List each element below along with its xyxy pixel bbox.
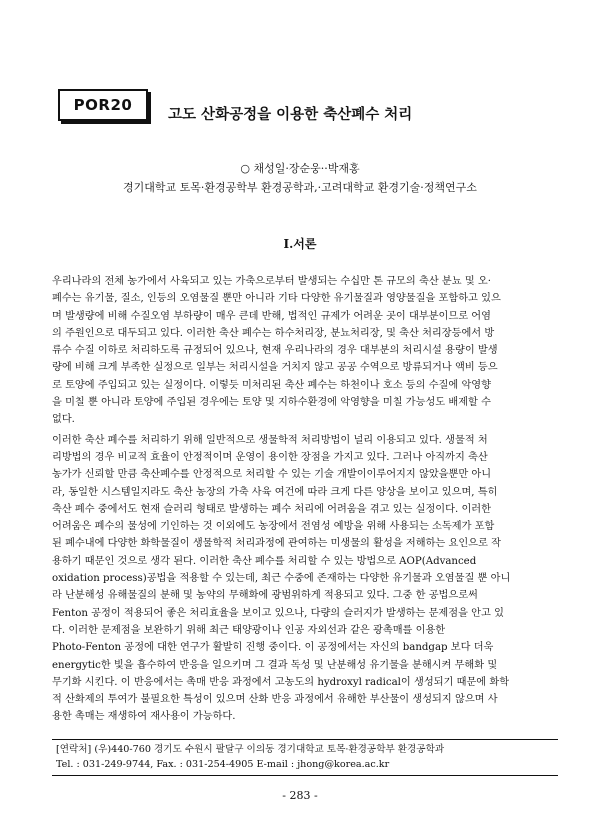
author-list: ○ 채성일·장순웅··박재홍 (240, 162, 360, 175)
text-line: oxidation process)공법을 적용할 수 있는데, 최근 수중에 존재하는 다양한 유기물과 오염물질 뿐 아니 (52, 573, 511, 585)
text-line: Fenton 공정이 적용되어 좋은 처리효율을 보이고 있으나, 다량의 슬러지가 발생하는 문제점을 안고 있 (52, 607, 504, 619)
text-line: 폐수는 유기물, 질소, 인등의 오염물질 뿐만 아니라 기타 다양한 유기물질과 영양물질을 포함하고 있으 (52, 293, 501, 305)
text-line: 량에 비해 크게 부족한 실정으로 일부는 처리시설을 거치지 않고 공공 수역으로 방류되거나 액비 등으 (52, 362, 498, 374)
affiliation: 경기대학교 토목·환경공학부 환경공학과,·고려대학교 환경기술·정책연구소 (123, 181, 477, 194)
paper-code-badge: POR20 (58, 89, 148, 121)
text-line: 류수 수질 이하로 처리하도록 규정되어 있으나, 현재 우리나라의 경우 대부분의 처리시설 용량이 발생 (52, 345, 498, 357)
text-line: 로 토양에 주입되고 있는 실정이다. 이렇듯 미처리된 축산 폐수는 하천이나 호소 등의 수질에 악영향 (52, 379, 491, 391)
contact-address: [연락처] (우)440-760 경기도 수원시 팔달구 이의동 경기대학교 토목·환경공학부 환경공학과 (56, 744, 445, 755)
text-line: 다. 이러한 문제점을 보완하기 위해 최근 태양광이나 인공 자외선과 같은 광촉매를 이용한 (52, 624, 446, 636)
text-line: 농가가 신뢰할 만큼 축산폐수를 안정적으로 처리할 수 있는 기술 개발이이루어지지 않았을뿐만 아니 (52, 469, 492, 481)
text-line: 된 폐수내에 다양한 화학물질이 생물학적 처리과정에 관여하는 미생물의 활성을 저해하는 요인으로 작 (52, 538, 501, 550)
text-line: 이러한 축산 폐수를 처리하기 위해 일반적으로 생물학적 처리방법이 널리 이용되고 있다. 생물적 처 (52, 434, 488, 446)
footer-rule-bottom (52, 775, 558, 776)
text-line: 없다. (52, 414, 75, 426)
text-line: 라, 동일한 시스템일지라도 축산 농장의 가축 사육 여건에 따라 크게 다른 양상을 보이고 있으며, 특히 (52, 486, 498, 498)
text-line: 의 주원인으로 대두되고 있다. 이러한 축산 폐수는 하수처리장, 분뇨처리장, 및 축산 처리장등에서 방 (52, 327, 495, 339)
text-line: 용하기 때문인 것으로 생각 된다. 이러한 축산 폐수를 처리할 수 있는 방법으로 AOP(Advanced (52, 555, 477, 567)
text-line: 라 난분해성 유해물질의 분해 및 농약의 무해화에 광범위하게 적용되고 있다. 그중 한 공법으로써 (52, 590, 478, 602)
section-heading: I.서론 (283, 237, 317, 251)
contact-block (56, 742, 556, 772)
body-text (52, 273, 558, 726)
page-number: - 283 - (282, 789, 318, 802)
text-line: 무기화 시킨다. 이 반응에서는 촉매 반응 과정에서 고농도의 hydroxyl radical이 생성되기 때문에 화학 (52, 676, 510, 688)
contact-phone-email: Tel. : 031-249-9744, Fax. : 031-254-4905 E-mail : jhong@korea.ac.kr (56, 759, 390, 770)
footer-rule-top (52, 739, 558, 740)
text-line: 우리나라의 전체 농가에서 사육되고 있는 가축으로부터 발생되는 수십만 톤 규모의 축산 분뇨 및 오· (52, 276, 491, 287)
paper-title: 고도 산화공정을 이용한 축산폐수 처리 (168, 106, 413, 123)
text-line: 을 미칠 뿐 아니라 토양에 주입된 경우에는 토양 및 지하수환경에 악영향을 미칠 가능성도 배제할 수 (52, 397, 491, 409)
text-line: 리방법의 경우 비교적 효율이 안정적이며 운영이 용이한 장점을 가지고 있다. 그러나 아직까지 축산 (52, 451, 488, 463)
text-line: energytic한 빛을 흡수하여 반응을 일으키며 그 결과 독성 및 난분해성 유기물을 분해시켜 무해화 및 (52, 659, 498, 671)
text-line: 적 산화제의 투여가 불필요한 특성이 있으며 산화 반응 과정에서 유해한 부산물이 생성되지 않으며 사 (52, 694, 498, 706)
paragraph (52, 273, 558, 429)
text-line: 어려움은 폐수의 물성에 기인하는 것 이외에도 농장에서 전염성 예방을 위해 사용되는 소독제가 포함 (52, 521, 495, 533)
paragraph (52, 432, 558, 726)
text-line: Photo-Fenton 공정에 대한 연구가 활발히 진행 중이다. 이 공정에서는 자신의 bandgap 보다 더욱 (52, 642, 494, 654)
text-line: 며 발생량에 비해 수질오염 부하량이 매우 큰데 반해, 법적인 규제가 어려운 곳이 대부분이므로 어염 (52, 310, 491, 322)
text-line: 용한 촉매는 재생하여 재사용이 가능하다. (52, 711, 236, 723)
text-line: 축산 폐수 중에서도 현재 슬러리 형태로 발생하는 폐수 처리에 어려움을 겪고 있는 실정이다. 이러한 (52, 503, 491, 515)
